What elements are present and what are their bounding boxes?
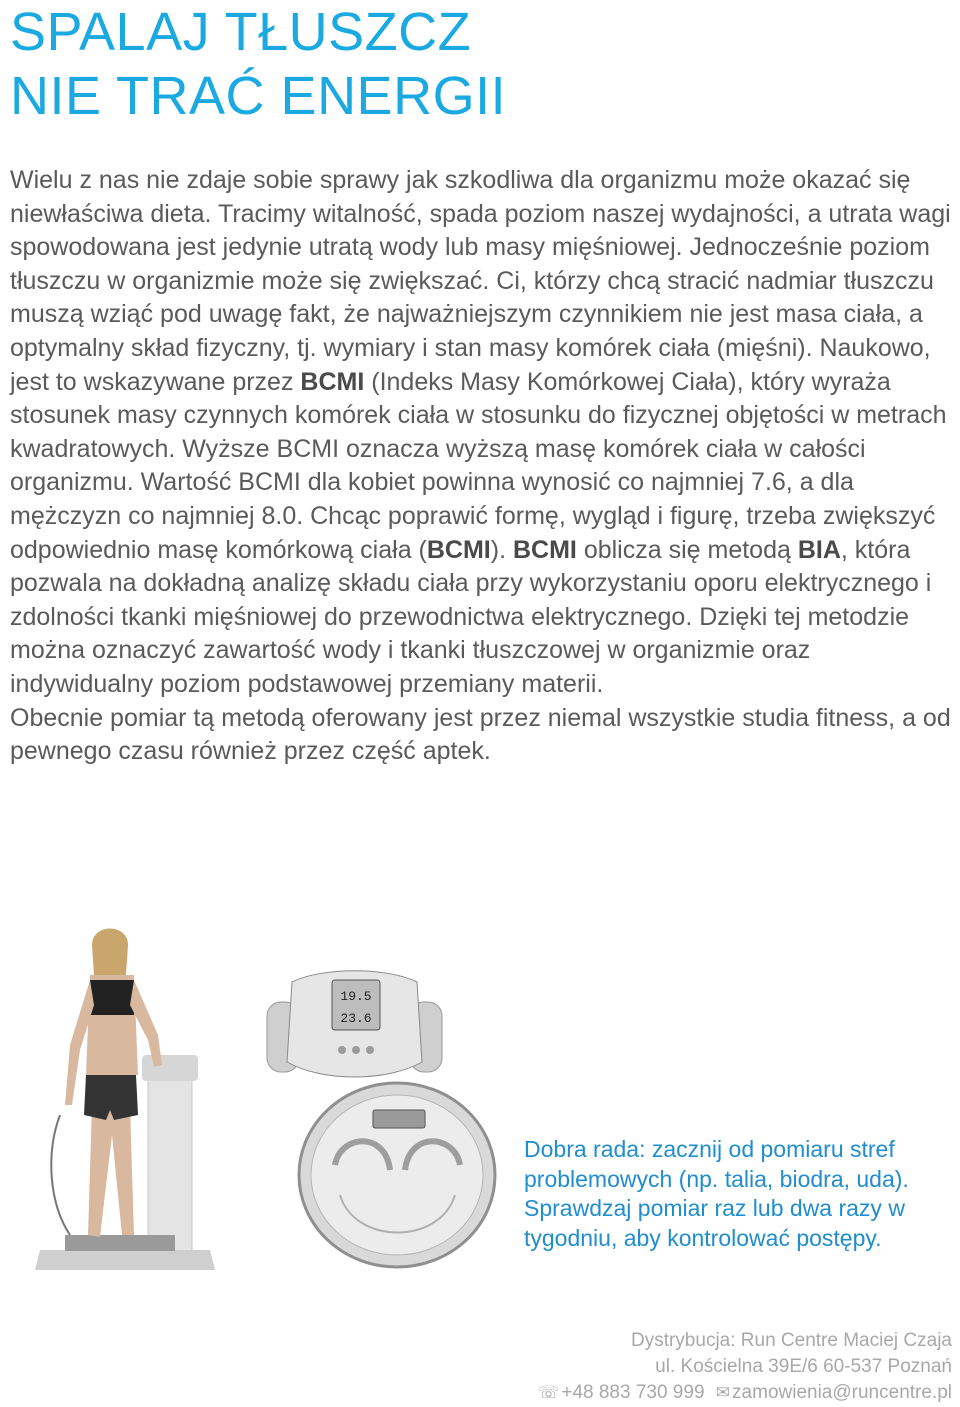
bcmi-term: BCMI — [512, 535, 577, 564]
body-fat-meter-photo — [262, 962, 447, 1092]
paragraph-text: (Indeks Masy Komórkowej Ciała), który wyraża stosunek masy czynnych komórek ciała w stosunku do fizycznej objętości w metrach kwadratowych. Wyższe BCMI oznacza wyższą masę komórek ciała w całości organizmu. Wartość BCMI dla kobiet powinna wynosić co najmniej 7.6, a dla mężczyzn co najmniej 8.0. Chcąc poprawić formę, wygląd i figurę, trzeba zwiększyć odpowiednio masę komórkową ciała ( — [10, 367, 947, 564]
footer-email[interactable]: zamowienia@runcentre.pl — [732, 1382, 952, 1403]
footer — [532, 1328, 952, 1406]
phone-icon: ☏ — [538, 1383, 560, 1402]
title-line-2: NIE TRAĆ ENERGII — [10, 66, 507, 126]
footer-phone[interactable]: +48 883 730 999 — [561, 1382, 705, 1403]
footer-address: ul. Kościelna 39E/6 60-537 Poznań — [655, 1356, 952, 1377]
page-title — [10, 0, 506, 128]
meter-reading-2: 23.6 — [340, 1011, 372, 1026]
paragraph-text: , która pozwala na dokładną analizę składu ciała przy wykorzystaniu oporu elektrycznego i zdolności tkanki mięśniowej do przewodnictwa elektrycznego. Dzięki tej metodzie można oznaczyć zawartość wody i tkanki tłuszczowej w organizmie oraz indywidualny poziom podstawowej przemiany materii. — [10, 535, 932, 698]
footer-contact — [532, 1380, 952, 1406]
paragraph-closing: Obecnie pomiar tą metodą oferowany jest przez niemal wszystkie studia fitness, a od pewnego czasu również przez część aptek. — [10, 703, 951, 766]
paragraph-text: oblicza się metodą — [576, 535, 798, 564]
bcmi-term: BCMI — [426, 535, 491, 564]
paragraph-text: Wielu z nas nie zdaje sobie sprawy jak szkodliwa dla organizmu może okazać się niewłaściwa dieta. Tracimy witalność, spada poziom naszej wydajności, a utrata wagi spowodowana jest jedynie utratą wody lub masy mięśniowej. Jednocześnie poziom tłuszczu w organizmie może się zwiększać. Ci, którzy chcą stracić nadmiar tłuszczu muszą wziąć pod uwagę fakt, że najważniejszym czynnikiem nie jest masa ciała, a optymalny skład fizyczny, tj. wymiary i stan masy komórek ciała (mięśni). Naukowo, jest to wskazywane przez — [10, 166, 951, 396]
meter-reading-1: 19.5 — [340, 989, 372, 1004]
paragraph-text: ). — [490, 535, 513, 564]
footer-distributor: Dystrybucja: Run Centre Maciej Czaja — [630, 1330, 952, 1351]
tip-box: Dobra rada: zacznij od pomiaru stref problemowych (np. talia, biodra, uda). Sprawdzaj pomiar raz lub dwa razy w tygodniu, aby kontrolować postępy. — [524, 1136, 909, 1251]
bia-term: BIA — [797, 535, 841, 564]
glass-scale-photo — [295, 1075, 500, 1275]
title-line-1: SPALAJ TŁUSZCZ — [10, 2, 472, 62]
mail-icon: ✉ — [715, 1383, 731, 1402]
article-body — [10, 164, 955, 769]
woman-on-analyzer-photo — [30, 905, 220, 1280]
bcmi-term: BCMI — [300, 367, 365, 396]
paragraph-main — [10, 164, 955, 702]
